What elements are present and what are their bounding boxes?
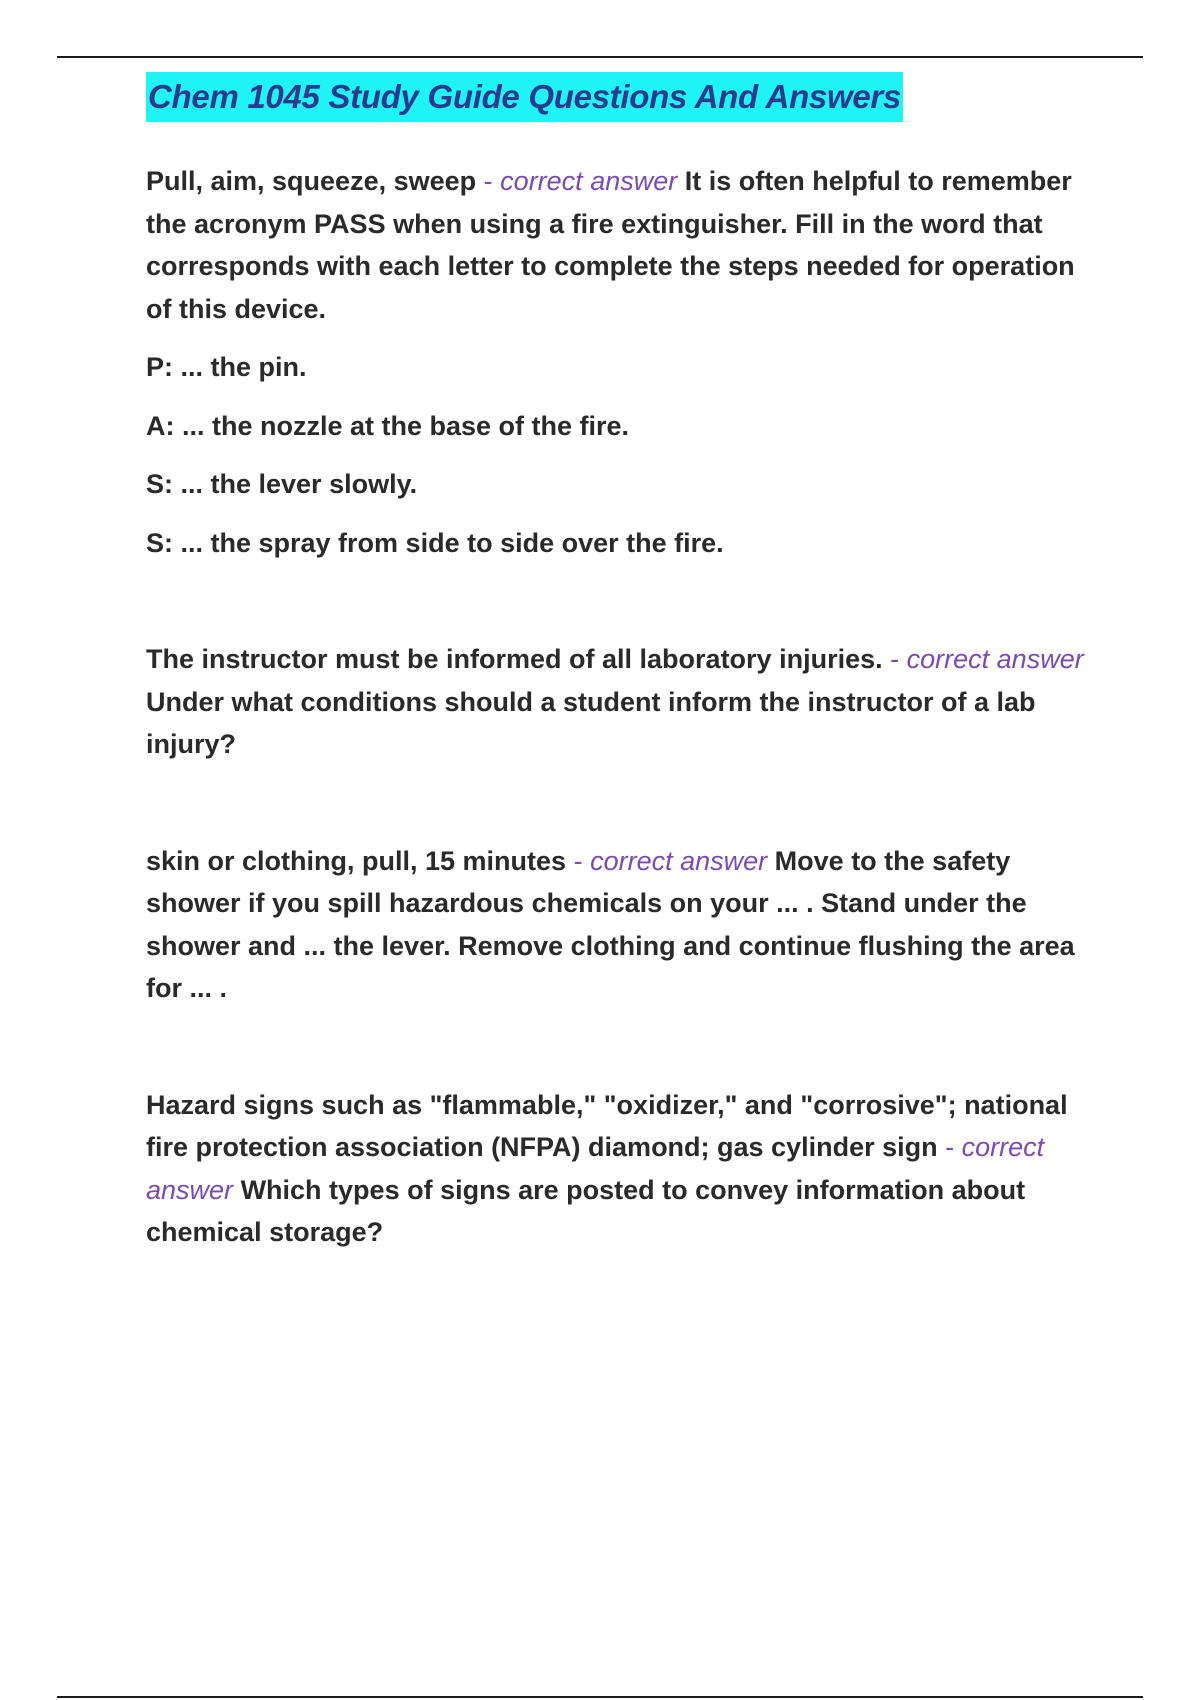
answer-text: The instructor must be informed of all laboratory injuries. xyxy=(146,644,883,674)
pass-step-p: P: ... the pin. xyxy=(146,352,307,382)
answer-text: Pull, aim, squeeze, sweep xyxy=(146,166,477,196)
answer-text: skin or clothing, pull, 15 minutes xyxy=(146,845,567,876)
answer-separator: - xyxy=(945,1132,955,1162)
top-rule xyxy=(57,56,1143,58)
document-body xyxy=(146,72,1096,1254)
question-text: It is often helpful to remember the acronym PASS when using a fire extinguisher. Fill in the word that corresponds with each letter to complete the steps needed for operation of this device. xyxy=(146,166,1075,324)
question-text: Move to the safety shower if you spill hazardous chemicals on your ... . Stand under the shower and ... the lever. Remove clothing and continue flushing the area for ... . xyxy=(146,845,1075,1003)
pass-step-a: A: ... the nozzle at the base of the fire. xyxy=(146,410,630,441)
qa-item xyxy=(146,638,1096,766)
answer-text: Hazard signs such as "flammable," "oxidizer," and "corrosive"; national fire protection association (NFPA) diamond; gas cylinder sign xyxy=(146,1089,1068,1162)
qa-item xyxy=(146,1084,1096,1254)
answer-separator: - xyxy=(483,166,493,196)
correct-answer-label: correct answer xyxy=(500,166,678,196)
answer-separator: - xyxy=(573,845,583,876)
question-text: Which types of signs are posted to convey information about chemical storage? xyxy=(146,1174,1026,1247)
pass-step-s1: S: ... the lever slowly. xyxy=(146,469,418,499)
answer-separator: - xyxy=(890,644,900,674)
question-text: Under what conditions should a student inform the instructor of a lab injury? xyxy=(146,686,1036,759)
qa-item xyxy=(146,160,1096,330)
correct-answer-label: correct answer xyxy=(590,845,768,876)
qa-item xyxy=(146,840,1096,1010)
document-title: Chem 1045 Study Guide Questions And Answers xyxy=(146,72,903,122)
correct-answer-label: correct answer xyxy=(906,644,1084,674)
pass-step-s2: S: ... the spray from side to side over the fire. xyxy=(146,527,724,558)
correct-answer-label: correct answer xyxy=(146,1132,1045,1205)
bottom-rule xyxy=(57,1696,1143,1698)
